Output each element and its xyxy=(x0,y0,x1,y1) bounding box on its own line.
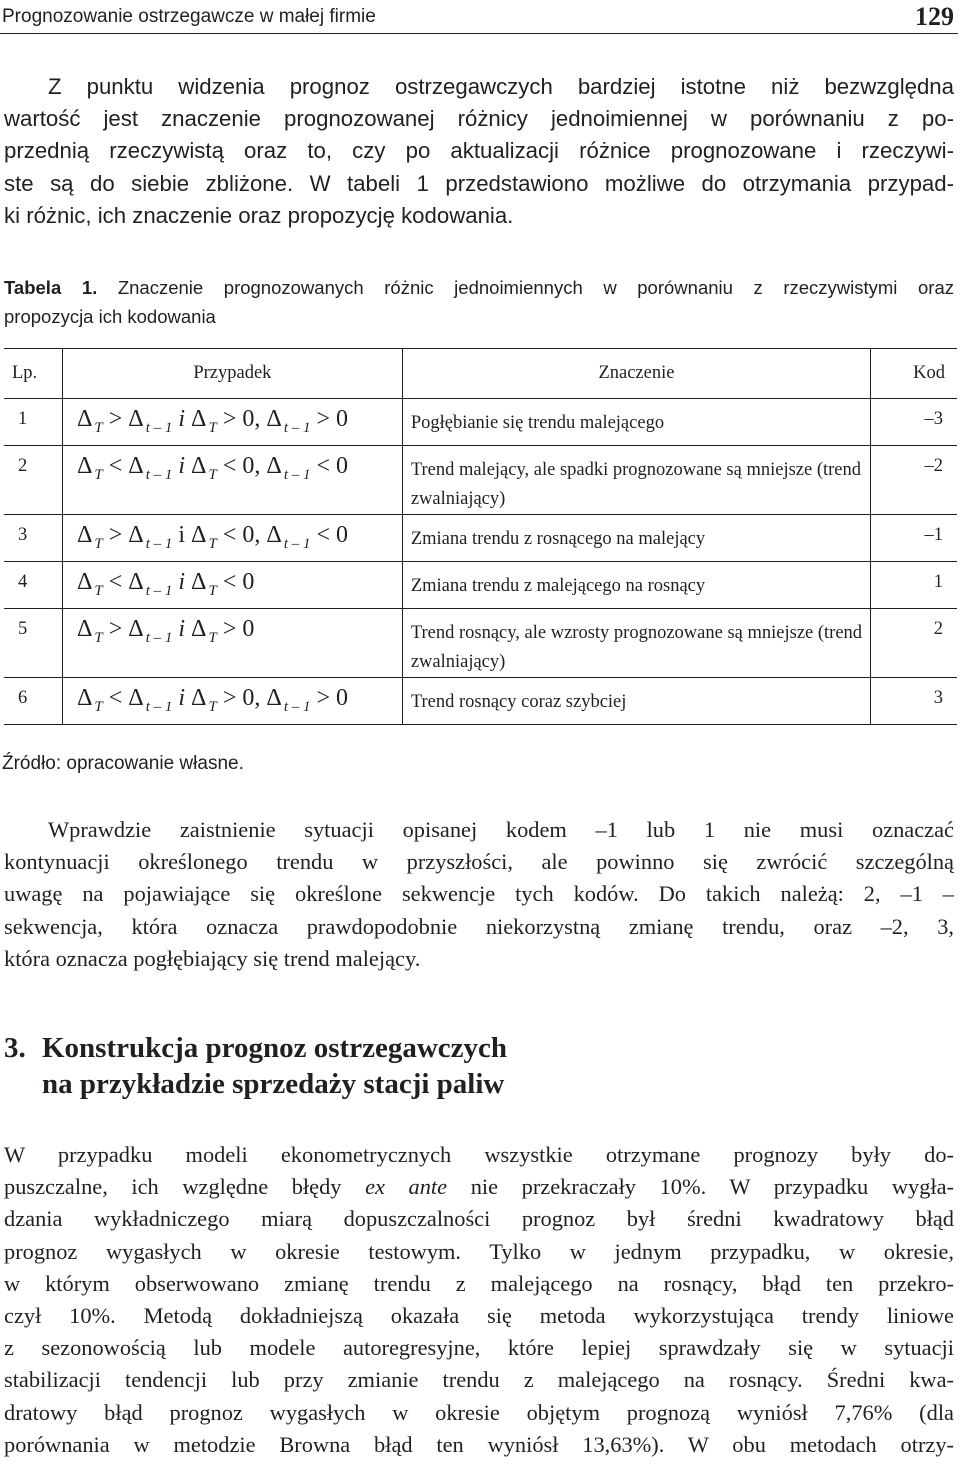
para3-line-7: z sezonowością lub modele autoregresyjne, które lepiej sprawdzały się w sytuacji xyxy=(4,1335,954,1361)
para3-line-6: czył 10%. Metodą dokładniejszą okazała się metoda wykorzystująca trendy liniowe xyxy=(4,1303,954,1329)
intro-paragraph xyxy=(4,71,954,232)
header-rule xyxy=(0,33,958,34)
delta-symbol: Δ xyxy=(191,522,207,548)
row-code: –1 xyxy=(871,515,957,562)
operator-1: > xyxy=(108,522,123,548)
para3-line-2-italic: ex ante xyxy=(365,1174,448,1200)
subscript-t-1: t – 1 xyxy=(283,699,311,715)
row-code: –3 xyxy=(871,399,957,446)
para3-line-10: porównania w metodzie Browna błąd ten wyniósł 13,63%). W obu metodach otrzy- xyxy=(4,1431,954,1457)
para2-line-3: uwagę na pojawiające się określone sekwencje tych kodów. Do takich należą: 2, –1 – xyxy=(4,881,954,907)
subscript-T: T xyxy=(208,420,217,436)
operator-3: < 0 xyxy=(316,453,349,479)
row-code: –2 xyxy=(871,446,957,515)
section-title-line-2: na przykładzie sprzedaży stacji paliw xyxy=(42,1068,505,1100)
delta-symbol: Δ xyxy=(191,685,207,711)
intro-line-3: przednią rzeczywistą oraz to, czy po aktualizacji różnice prognozowane i rzeczywi- xyxy=(4,138,954,164)
table-caption xyxy=(4,273,954,331)
delta-symbol: Δ xyxy=(191,406,207,432)
table-caption-text-2: propozycja ich kodowania xyxy=(4,306,216,327)
subscript-T: T xyxy=(94,630,103,646)
para2-line-4: sekwencja, która oznacza prawdopodobnie niekorzystną zmianę trendu, oraz –2, 3, xyxy=(4,913,954,939)
row-case-formula xyxy=(62,678,402,725)
operator-3: > 0 xyxy=(316,406,349,432)
subscript-T: T xyxy=(94,699,103,715)
subscript-T: T xyxy=(208,699,217,715)
table-header-row xyxy=(4,349,957,399)
subscript-t-1: t – 1 xyxy=(145,536,173,552)
subscript-t-1: t – 1 xyxy=(145,699,173,715)
delta-symbol: Δ xyxy=(76,616,93,642)
table-row xyxy=(4,609,957,678)
row-meaning: Trend rosnący coraz szybciej xyxy=(402,678,870,725)
operator-2: > 0 xyxy=(222,616,255,642)
para3-line-9: dratowy błąd prognoz wygasłych w okresie objętym prognozą wyniósł 7,76% (dla xyxy=(4,1399,954,1425)
subscript-t-1: t – 1 xyxy=(145,630,173,646)
delta-symbol: Δ xyxy=(76,522,93,548)
subscript-T: T xyxy=(208,630,217,646)
table-row xyxy=(4,562,957,609)
coding-table xyxy=(4,348,957,725)
delta-symbol: Δ xyxy=(76,406,93,432)
subscript-t-1: t – 1 xyxy=(283,467,311,483)
operator-2: > 0, xyxy=(222,406,261,432)
delta-symbol: Δ xyxy=(191,616,207,642)
operator-1: < xyxy=(108,569,123,595)
section-heading xyxy=(4,1030,507,1102)
row-case-formula xyxy=(62,609,402,678)
running-header xyxy=(0,0,960,36)
table-row xyxy=(4,446,957,515)
table-caption-label: Tabela 1. xyxy=(4,277,98,298)
header-case: Przypadek xyxy=(62,349,402,399)
operator-1: > xyxy=(108,406,123,432)
row-lp: 2 xyxy=(4,446,62,515)
subscript-t-1: t – 1 xyxy=(145,467,173,483)
header-code: Kod xyxy=(871,349,957,399)
subscript-t-1: t – 1 xyxy=(283,420,311,436)
row-meaning: Zmiana trendu z malejącego na rosnący xyxy=(402,562,870,609)
subscript-T: T xyxy=(94,420,103,436)
running-title: Prognozowanie ostrzegawcze w małej firmie xyxy=(2,6,376,27)
intro-line-1: Z punktu widzenia prognoz ostrzegawczych bardziej istotne niż bezwzględna xyxy=(48,74,954,99)
para3-line-5: w którym obserwowano zmianę trendu z malejącego na rosnący, błąd ten przekro- xyxy=(4,1270,954,1296)
para3-line-3: dzania wykładniczego miarą dopuszczalności prognoz był średni kwadratowy błąd xyxy=(4,1206,954,1232)
subscript-T: T xyxy=(208,467,217,483)
operator-3: < 0 xyxy=(316,522,349,548)
row-code: 1 xyxy=(871,562,957,609)
para3-line-2 xyxy=(4,1171,954,1203)
subscript-T: T xyxy=(208,536,217,552)
row-lp: 3 xyxy=(4,515,62,562)
section-title-line-1: Konstrukcja prognoz ostrzegawczych xyxy=(42,1032,508,1064)
operator-2: < 0, xyxy=(222,453,261,479)
subscript-T: T xyxy=(208,583,217,599)
subscript-t-1: t – 1 xyxy=(145,583,173,599)
paragraph-models xyxy=(4,1139,954,1461)
row-code: 2 xyxy=(871,609,957,678)
intro-line-2: wartość jest znaczenie prognozowanej różnicy jednoimiennej w porównaniu z po- xyxy=(4,106,954,132)
subscript-T: T xyxy=(94,467,103,483)
conjunction: i xyxy=(178,522,186,548)
row-case-formula xyxy=(62,515,402,562)
row-lp: 6 xyxy=(4,678,62,725)
operator-2: < 0, xyxy=(222,522,261,548)
delta-symbol: Δ xyxy=(191,453,207,479)
row-case-formula xyxy=(62,446,402,515)
delta-symbol: Δ xyxy=(128,406,144,432)
conjunction: i xyxy=(178,685,186,711)
intro-line-4: ste są do siebie zbliżone. W tabeli 1 przedstawiono możliwe do otrzymania przypad- xyxy=(4,170,954,196)
conjunction: i xyxy=(178,616,186,642)
subscript-T: T xyxy=(94,536,103,552)
delta-symbol: Δ xyxy=(266,406,282,432)
row-meaning: Trend rosnący, ale wzrosty prognozowane są mniejsze (trend zwalniający) xyxy=(402,609,870,678)
row-meaning: Pogłębianie się trendu malejącego xyxy=(402,399,870,446)
para3-line-2-b: nie przekraczały 10%. W przypadku wygła- xyxy=(447,1174,955,1200)
operator-1: < xyxy=(108,685,123,711)
delta-symbol: Δ xyxy=(128,616,144,642)
table-row xyxy=(4,515,957,562)
conjunction: i xyxy=(178,569,186,595)
operator-1: > xyxy=(108,616,123,642)
delta-symbol: Δ xyxy=(128,685,144,711)
table-row xyxy=(4,678,957,725)
row-code: 3 xyxy=(871,678,957,725)
delta-symbol: Δ xyxy=(128,522,144,548)
conjunction: i xyxy=(178,406,186,432)
para2-line-1: Wprawdzie zaistnienie sytuacji opisanej kodem –1 lub 1 nie musi oznaczać xyxy=(48,817,954,842)
table-row xyxy=(4,399,957,446)
operator-2: < 0 xyxy=(222,569,255,595)
row-case-formula xyxy=(62,399,402,446)
row-case-formula xyxy=(62,562,402,609)
row-lp: 4 xyxy=(4,562,62,609)
subscript-T: T xyxy=(94,583,103,599)
header-lp: Lp. xyxy=(4,349,62,399)
para3-line-2-a: puszczalne, ich względne błędy xyxy=(4,1174,366,1200)
intro-line-5: ki różnic, ich znaczenie oraz propozycję kodowania. xyxy=(4,202,514,228)
row-lp: 5 xyxy=(4,609,62,678)
row-meaning: Zmiana trendu z rosnącego na malejący xyxy=(402,515,870,562)
page-number: 129 xyxy=(915,2,954,31)
row-meaning: Trend malejący, ale spadki prognozowane są mniejsze (trend zwalniający) xyxy=(402,446,870,515)
delta-symbol: Δ xyxy=(266,522,282,548)
operator-1: < xyxy=(108,453,123,479)
operator-3: > 0 xyxy=(316,685,349,711)
delta-symbol: Δ xyxy=(76,453,93,479)
delta-symbol: Δ xyxy=(266,453,282,479)
delta-symbol: Δ xyxy=(128,569,144,595)
delta-symbol: Δ xyxy=(76,569,93,595)
para2-line-2: kontynuacji określonego trendu w przyszłości, ale powinno się zwrócić szczególną xyxy=(4,849,954,875)
para2-line-5: która oznacza pogłębiający się trend malejący. xyxy=(4,945,421,971)
header-meaning: Znaczenie xyxy=(402,349,870,399)
subscript-t-1: t – 1 xyxy=(283,536,311,552)
conjunction: i xyxy=(178,453,186,479)
row-lp: 1 xyxy=(4,399,62,446)
para3-line-4: prognoz wygasłych w okresie testowym. Tylko w jednym przypadku, w okresie, xyxy=(4,1238,954,1264)
subscript-t-1: t – 1 xyxy=(145,420,173,436)
paragraph-codes xyxy=(4,814,954,975)
delta-symbol: Δ xyxy=(128,453,144,479)
delta-symbol: Δ xyxy=(191,569,207,595)
table-caption-text-1: Znaczenie prognozowanych różnic jednoimiennych w porównaniu z rzeczywistymi oraz xyxy=(117,277,954,298)
section-number: 3. xyxy=(4,1032,26,1064)
delta-symbol: Δ xyxy=(76,685,93,711)
table-source: Źródło: opracowanie własne. xyxy=(2,753,244,774)
para3-line-1: W przypadku modeli ekonometrycznych wszystkie otrzymane prognozy były do- xyxy=(4,1142,954,1167)
para3-line-8: stabilizacji tendencji lub przy zmianie trendu z malejącego na rosnący. Średni kwa- xyxy=(4,1367,954,1393)
operator-2: > 0, xyxy=(222,685,261,711)
delta-symbol: Δ xyxy=(266,685,282,711)
